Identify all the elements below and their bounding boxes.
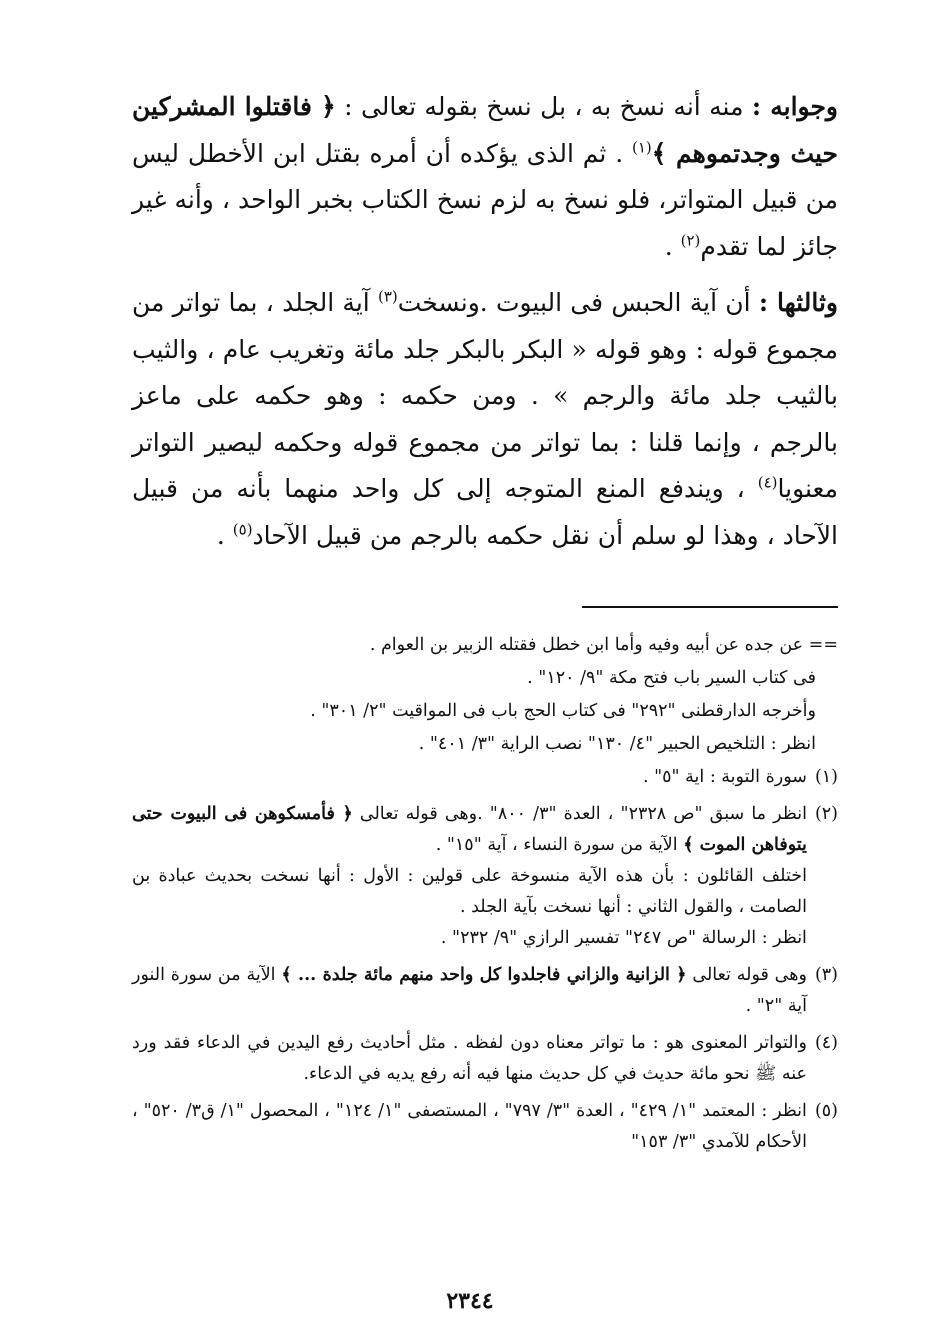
- footnote-1: [132, 762, 838, 793]
- footnote-text: انظر : المعتمد "١/ ٤٢٩" ، العدة "٣/ ٧٩٧" ، المستصفى "١/ ١٢٤" ، المحصول "١/ ق٣/ ٥٢٠" ، الأحكام للآمدي "٣/ ١٥٣": [132, 1101, 807, 1152]
- footnote-2: [132, 799, 838, 954]
- footnotes: [132, 630, 838, 1164]
- paragraph-text: .: [664, 231, 681, 261]
- footnote-marker: (٤): [757, 473, 778, 492]
- footnote-marker: (٥): [232, 520, 253, 539]
- footnote-continuation-line: وأخرجه الدارقطنى "٢٩٢" فى كتاب الحج باب فى المواقيت "٢/ ٣٠١" .: [310, 701, 816, 721]
- page-number: ٢٣٤٤: [446, 1288, 494, 1314]
- paragraph-third: [132, 280, 838, 559]
- quran-verse: ﴿ فاقتلوا المشركين حيث وجدتموهم ﴾: [132, 92, 838, 168]
- footnote-continuation-line: انظر : التلخيص الحبير "٤/ ١٣٠" نصب الراية "٣/ ٤٠١" .: [418, 734, 816, 754]
- footnote-number: (٥): [814, 1101, 838, 1121]
- footnote-continuation-line: == عن جده عن أبيه وفيه وأما ابن خطل فقتله الزبير بن العوام .: [369, 635, 838, 655]
- footnote-text: اختلف القائلون : بأن هذه الآية منسوخة على قولين : الأول : أنها نسخت بحديث عبادة بن الصامت ، والقول الثاني : أنها نسخت بآية الجلد .: [132, 866, 807, 917]
- footnote-3: [132, 960, 838, 1022]
- footnote-continuation-line: فى كتاب السير باب فتح مكة "٩/ ١٢٠" .: [527, 668, 816, 688]
- footnote-number: (٤): [814, 1033, 838, 1053]
- footnote-text: الآية من سورة النور آية "٢" .: [132, 965, 807, 1016]
- footnote-5: [132, 1096, 838, 1158]
- paragraph-text: آية الجلد ، بما تواتر من مجموع قوله : وهو قوله « البكر بالبكر جلد مائة وتغريب عام ، والثيب بالثيب جلد مائة والرجم » . ومن حكمه : وهو حكمه على ماعز بالرجم ، وإنما قلنا : بما تواتر من مجموع قوله وحكمه ليصير التواتر معنويا: [132, 288, 838, 503]
- footnote-number: (١): [814, 767, 838, 787]
- footnote-4: [132, 1028, 838, 1090]
- footnote-marker: (٣): [377, 287, 398, 306]
- footnote-text: سورة التوبة : اية "٥" .: [642, 767, 807, 787]
- paragraph-lead: وجوابه :: [751, 92, 838, 121]
- paragraph-text: .: [216, 520, 233, 550]
- paragraph-text: منه أنه نسخ به ، بل نسخ بقوله تعالى :: [335, 92, 752, 121]
- footnote-text: وهى قوله تعالى: [686, 965, 807, 985]
- footnote-marker: (١): [632, 138, 652, 157]
- footnote-text: الآية من سورة النساء ، آية "١٥" .: [435, 835, 684, 855]
- main-text: [132, 84, 838, 559]
- paragraph-text: . ثم الذى يؤكده أن أمره بقتل ابن الأخطل ليس من قبيل المتواتر، فلو نسخ به لزم نسخ الكتاب بخبر الواحد ، وأنه غير جائز لما تقدم: [132, 138, 838, 261]
- footnote-separator: [582, 606, 838, 608]
- paragraph-text: ، ويندفع المنع المتوجه إلى كل واحد منهما بأنه من قبيل الآحاد ، وهذا لو سلم أن نقل حكمه بالرجم من قبيل الآحاد: [132, 474, 838, 550]
- paragraph-text: أن آية الحبس فى البيوت .ونسخت: [397, 288, 759, 317]
- paragraph-lead: وثالثها :: [758, 288, 838, 317]
- footnote-number: (٣): [814, 965, 838, 985]
- footnote-number: (٢): [814, 804, 838, 824]
- quran-verse: ﴿ الزانية والزاني فاجلدوا كل واحد منهم مائة جلدة ... ﴾: [281, 965, 687, 985]
- paragraph-answer: [132, 84, 838, 270]
- quran-verse: ﴿ فأمسكوهن فى البيوت حتى يتوفاهن الموت ﴾: [132, 804, 807, 855]
- footnote-text: والتواتر المعنوى هو : ما تواتر معناه دون لفظه . مثل أحاديث رفع اليدين في الدعاء فقد ورد عنه ﷺ نحو مائة حديث في كل حديث منها فيه أنه رفع يديه في الدعاء.: [132, 1033, 807, 1084]
- footnote-text: انظر : الرسالة "ص ٢٤٧" تفسير الرازي "٩/ ٢٣٢" .: [440, 928, 807, 948]
- footnote-text: انظر ما سبق "ص ٢٣٢٨" ، العدة "٣/ ٨٠٠" .وهى قوله تعالى: [352, 804, 807, 824]
- footnote-marker: (٢): [680, 231, 701, 250]
